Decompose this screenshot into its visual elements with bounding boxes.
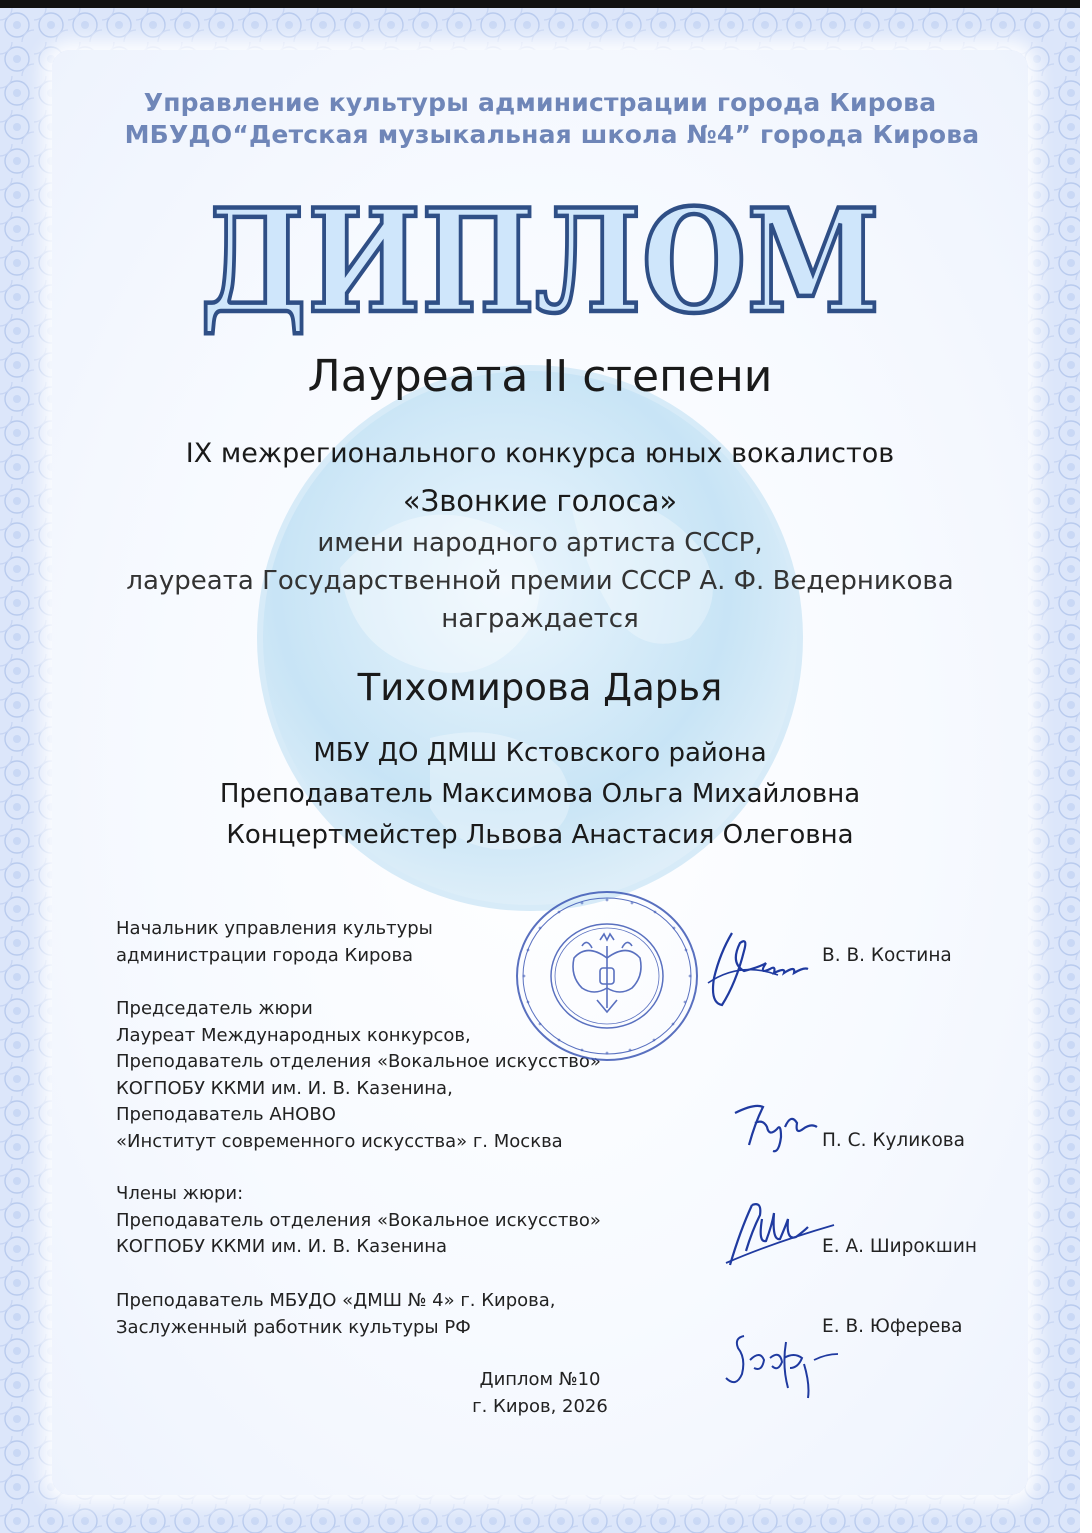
signatory-3-line-1: Члены жюри: <box>116 1183 244 1204</box>
diploma-title <box>190 179 890 345</box>
signatory-2-line-6: «Институт современного искусства» г. Москва <box>116 1130 563 1152</box>
signatory-4-title <box>116 1288 556 1341</box>
contest-line-5: награждается <box>441 604 639 634</box>
diploma-number: Диплом №10 <box>479 1369 601 1390</box>
diploma-title-text: ДИПЛОМ <box>200 179 880 345</box>
official-seal-icon <box>512 888 702 1063</box>
header-line-2: МБУДО“Детская музыкальная школа №4” города Кирова <box>124 120 980 149</box>
signatory-2-line-5: Преподаватель АНОВО <box>116 1104 336 1125</box>
signatory-2-line-1: Председатель жюри <box>116 998 313 1019</box>
signatory-2-line-3: Преподаватель отделения «Вокальное искусство» <box>116 1051 601 1072</box>
contest-line-4: лауреата Государственной премии СССР А. Ф. Ведерникова <box>126 566 954 596</box>
signatory-4-name: Е. В. Юферева <box>822 1316 963 1337</box>
signature-yufereva-icon <box>720 1324 845 1404</box>
signatory-1-line-2: администрации города Кирова <box>116 944 414 966</box>
recipient-name: Тихомирова Дарья <box>357 666 723 709</box>
teacher-line: Преподаватель Максимова Ольга Михайловна <box>219 779 861 809</box>
signatory-1-name: В. В. Костина <box>822 945 952 966</box>
signature-shirokshin-icon <box>722 1191 842 1276</box>
signatory-3-line-2: Преподаватель отделения «Вокальное искусство» <box>116 1209 601 1231</box>
signatory-2-line-2: Лауреат Международных конкурсов, <box>116 1024 471 1046</box>
contest-line-1: IX межрегионального конкурса юных вокалистов <box>185 438 895 469</box>
header-line-1: Управление культуры администрации города Кирова <box>143 88 937 117</box>
signatory-4-line-2: Заслуженный работник культуры РФ <box>116 1316 471 1338</box>
signature-kostina-icon <box>700 923 820 1018</box>
degree-title: Лауреата II степени <box>307 351 773 402</box>
signatory-2-name: П. С. Куликова <box>822 1130 966 1151</box>
signatory-2-line-4: КОГПОБУ ККМИ им. И. В. Казенина, <box>116 1077 453 1099</box>
contest-line-3: имени народного артиста СССР, <box>317 528 763 558</box>
signatory-1-title <box>116 916 433 969</box>
signature-kulikova-icon <box>725 1093 820 1163</box>
diploma-page <box>0 8 1080 1533</box>
signatory-4-line-1: Преподаватель МБУДО «ДМШ № 4» г. Кирова, <box>116 1290 556 1311</box>
place-year: г. Киров, 2026 <box>472 1396 608 1417</box>
signatory-3-line-3: КОГПОБУ ККМИ им. И. В. Казенина <box>116 1236 448 1257</box>
accompanist-line: Концертмейстер Львова Анастасия Олеговна <box>226 820 854 850</box>
top-bar <box>0 0 1080 8</box>
signatory-1-line-1: Начальник управления культуры <box>116 918 433 939</box>
signatory-3-title <box>116 1181 601 1261</box>
signatory-3-name: Е. А. Широкшин <box>822 1236 977 1257</box>
contest-name: «Звонкие голоса» <box>402 484 678 518</box>
school-name: МБУ ДО ДМШ Кстовского района <box>313 738 767 768</box>
